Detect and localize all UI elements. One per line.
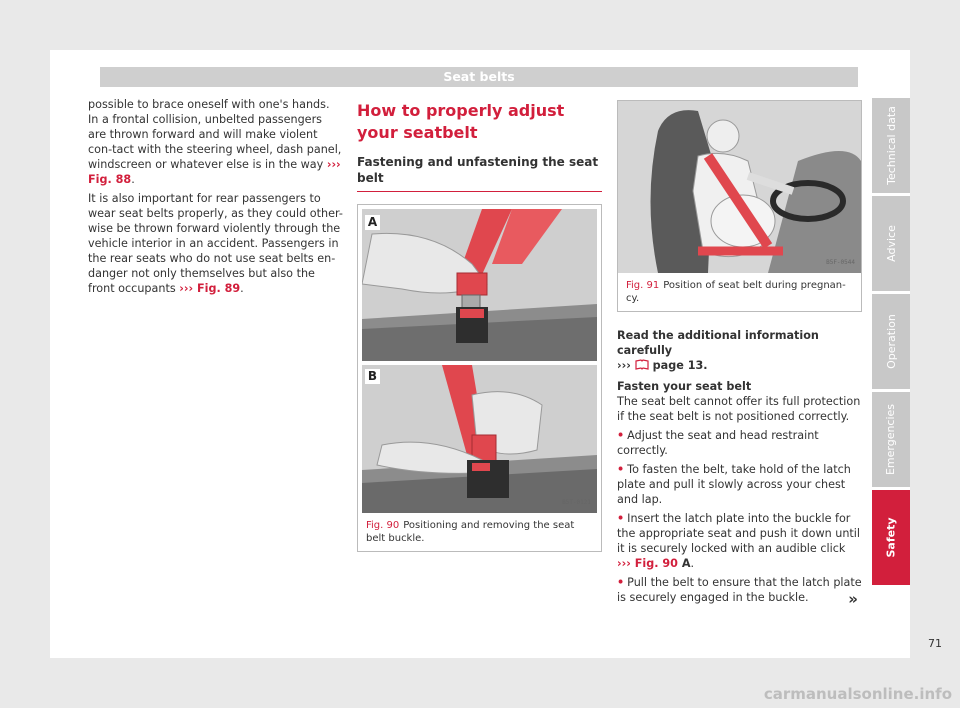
bullet-1: • Adjust the seat and head restraint correctly. bbox=[617, 429, 819, 457]
tab-technical-data[interactable]: Technical data bbox=[872, 98, 910, 193]
figure-90-panel-b bbox=[362, 365, 597, 513]
bullet-dot: • bbox=[617, 429, 625, 442]
fig-90-link[interactable]: ››› Fig. 90 bbox=[617, 557, 678, 570]
figure-91-art-code: B5F-0544 bbox=[826, 259, 855, 266]
read-info-ref[interactable]: ››› page 13. bbox=[617, 359, 708, 372]
section-heading: How to properly adjust your seatbelt bbox=[357, 101, 565, 142]
read-info-title: Read the additional information carefully bbox=[617, 329, 819, 357]
bullet-dot: • bbox=[617, 463, 625, 476]
paragraph-2: It is also important for rear passengers to wear seat belts properly, as they could other-wise be thrown forward violently through the vehicle interior in an accident. Passengers in the rear seats who do not use seat belts en-danger not only themselves but also the front occupants ››› Fig. 89. bbox=[88, 192, 343, 295]
buckle-release-illustration bbox=[362, 365, 597, 513]
bullet-4: • Pull the belt to ensure that the latch plate is securely engaged in the buckle. bbox=[617, 576, 862, 604]
page-header: Seat belts bbox=[100, 67, 858, 87]
tab-advice[interactable]: Advice bbox=[872, 196, 910, 291]
subsection-heading: Fastening and unfastening the seat belt bbox=[357, 154, 602, 192]
buckle-fastening-illustration bbox=[362, 209, 597, 361]
figure-90 bbox=[357, 204, 602, 552]
figure-90-number: Fig. 90 bbox=[366, 520, 400, 531]
figure-90-panel-a bbox=[362, 209, 597, 361]
bullet-dot: • bbox=[617, 512, 625, 525]
tab-operation[interactable]: Operation bbox=[872, 294, 910, 389]
bullet-dot: • bbox=[617, 576, 625, 589]
figure-91-number: Fig. 91 bbox=[626, 280, 660, 291]
info-book-icon bbox=[635, 359, 653, 372]
fasten-title: Fasten your seat belt bbox=[617, 380, 752, 393]
page-number: 71 bbox=[928, 637, 942, 650]
panel-b-label: B bbox=[365, 369, 380, 384]
continued-mark: » bbox=[848, 590, 858, 608]
column-right bbox=[617, 100, 862, 609]
column-left bbox=[88, 97, 343, 300]
fasten-intro: The seat belt cannot offer its full protection if the seat belt is not positioned correctly. bbox=[617, 395, 861, 423]
column-middle bbox=[357, 100, 602, 552]
tab-safety[interactable]: Safety bbox=[872, 490, 910, 585]
panel-a-label: A bbox=[365, 215, 380, 230]
watermark: carmanualsonline.info bbox=[763, 685, 952, 703]
manual-page bbox=[50, 50, 910, 658]
figure-90-caption: Fig. 90 Positioning and removing the seat belt buckle. bbox=[366, 520, 575, 544]
figure-91-image bbox=[618, 101, 861, 273]
fig-89-link[interactable]: ››› Fig. 89 bbox=[179, 282, 241, 295]
tab-emergencies[interactable]: Emergencies bbox=[872, 392, 910, 487]
bullet-2: • To fasten the belt, take hold of the latch plate and pull it slowly across your chest and lap. bbox=[617, 463, 851, 506]
figure-91-caption: Fig. 91 Position of seat belt during pregnan-cy. bbox=[626, 280, 846, 304]
figure-91 bbox=[617, 100, 862, 312]
fig-88-link[interactable]: ››› Fig. 88 bbox=[88, 158, 341, 186]
paragraph-1: possible to brace oneself with one's hands. In a frontal collision, unbelted passengers are thrown forward and will make violent con-tact with the steering wheel, dash panel, windscreen or whatever else is in the way ››› Fig. 88. bbox=[88, 98, 342, 186]
pregnant-seatbelt-illustration bbox=[618, 101, 861, 273]
bullet-3: • Insert the latch plate into the buckle for the appropriate seat and push it down until it is securely locked with an audible click ››› Fig. 90 A. bbox=[617, 512, 861, 570]
figure-90-art-code: B5T-0121 bbox=[562, 499, 591, 506]
